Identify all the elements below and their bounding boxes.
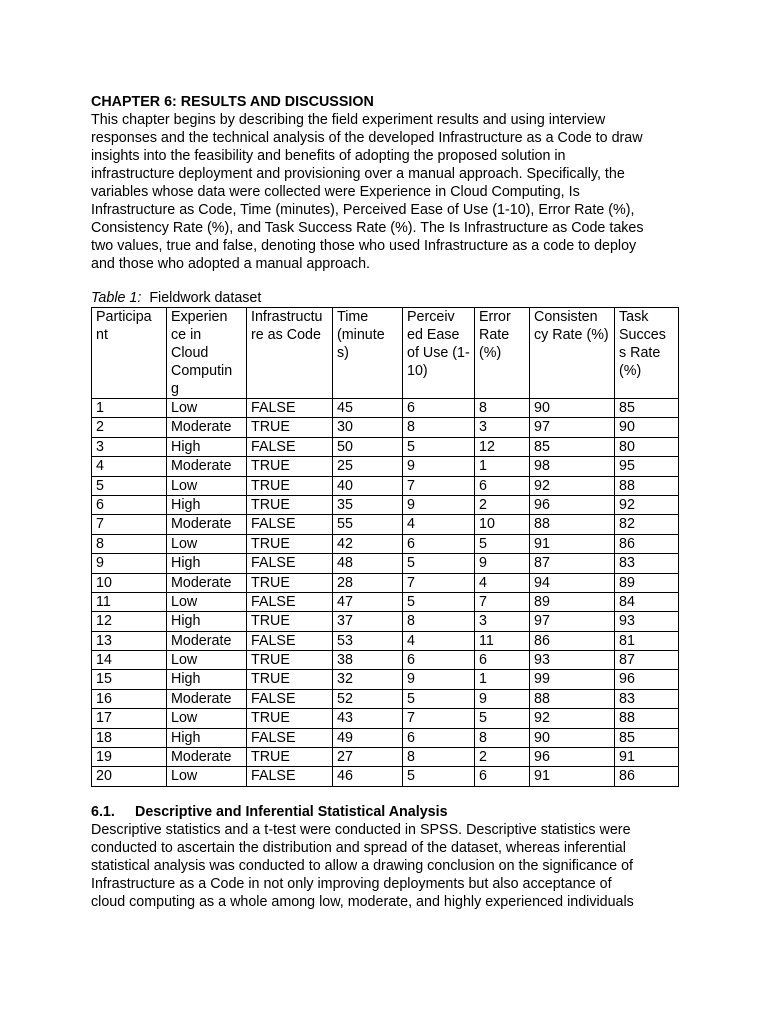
table-cell: 96 — [530, 748, 615, 767]
table-cell: 90 — [615, 418, 679, 437]
table-row — [92, 689, 679, 708]
table-row — [92, 592, 679, 611]
table-cell: TRUE — [247, 457, 333, 476]
table-cell: TRUE — [247, 495, 333, 514]
table-cell: 28 — [333, 573, 403, 592]
table-cell: FALSE — [247, 437, 333, 456]
table-cell: 7 — [475, 592, 530, 611]
table-cell: 97 — [530, 418, 615, 437]
table-cell: 38 — [333, 651, 403, 670]
table-cell: 3 — [92, 437, 167, 456]
intro-line: Infrastructure as Code, Time (minutes), Perceived Ease of Use (1-10), Error Rate (%), — [91, 202, 635, 218]
table-cell: 6 — [403, 534, 475, 553]
table-cell: 6 — [403, 651, 475, 670]
table-cell: 46 — [333, 767, 403, 786]
table-cell: 48 — [333, 554, 403, 573]
table-cell: Low — [167, 767, 247, 786]
table-cell: 5 — [403, 554, 475, 573]
table-cell: TRUE — [247, 748, 333, 767]
table-cell: 43 — [333, 709, 403, 728]
table-cell: 5 — [403, 767, 475, 786]
table-cell: 45 — [333, 399, 403, 418]
table-cell: High — [167, 612, 247, 631]
intro-line: and those who adopted a manual approach. — [91, 256, 370, 272]
table-cell: 5 — [403, 689, 475, 708]
section-title: Descriptive and Inferential Statistical Analysis — [135, 804, 448, 820]
table-cell: 85 — [530, 437, 615, 456]
table-cell: 87 — [615, 651, 679, 670]
table-cell: 5 — [403, 592, 475, 611]
table-cell: 25 — [333, 457, 403, 476]
intro-line: This chapter begins by describing the field experiment results and using interview — [91, 112, 606, 128]
table-cell: 92 — [615, 495, 679, 514]
table-row — [92, 651, 679, 670]
table-cell: 4 — [92, 457, 167, 476]
table-cell: 8 — [475, 399, 530, 418]
table-cell: 49 — [333, 728, 403, 747]
table-cell: FALSE — [247, 767, 333, 786]
table-caption — [91, 289, 261, 307]
table-cell: FALSE — [247, 554, 333, 573]
table-cell: 88 — [615, 476, 679, 495]
table-cell: FALSE — [247, 592, 333, 611]
table-cell: 88 — [530, 689, 615, 708]
table-cell: 1 — [92, 399, 167, 418]
table-cell: 53 — [333, 631, 403, 650]
table-cell: 96 — [615, 670, 679, 689]
table-row — [92, 534, 679, 553]
table-cell: 6 — [475, 476, 530, 495]
table-cell: 12 — [475, 437, 530, 456]
intro-line: infrastructure deployment and provisioning over a manual approach. Specifically, the — [91, 166, 625, 182]
table-cell: 83 — [615, 689, 679, 708]
table-cell: 7 — [403, 476, 475, 495]
table-cell: 2 — [475, 495, 530, 514]
table-cell: 98 — [530, 457, 615, 476]
table-cell: 19 — [92, 748, 167, 767]
table-cell: 32 — [333, 670, 403, 689]
table-cell: 9 — [475, 554, 530, 573]
section-line: statistical analysis was conducted to allow a drawing conclusion on the significance of — [91, 858, 633, 874]
table-row — [92, 573, 679, 592]
table-cell: Moderate — [167, 418, 247, 437]
table-cell: 10 — [475, 515, 530, 534]
table-row — [92, 767, 679, 786]
table-cell: TRUE — [247, 670, 333, 689]
table-cell: 6 — [475, 651, 530, 670]
table-cell: High — [167, 437, 247, 456]
table-cell: 3 — [475, 418, 530, 437]
table-cell: 6 — [92, 495, 167, 514]
table-cell: 15 — [92, 670, 167, 689]
table-row — [92, 631, 679, 650]
table-cell: 83 — [615, 554, 679, 573]
table-cell: 13 — [92, 631, 167, 650]
table-cell: TRUE — [247, 476, 333, 495]
table-cell: 90 — [530, 399, 615, 418]
table-row — [92, 418, 679, 437]
table-cell: 5 — [92, 476, 167, 495]
table-cell: TRUE — [247, 534, 333, 553]
table-cell: 7 — [403, 709, 475, 728]
table-header-cell: Consisten cy Rate (%) — [530, 308, 615, 399]
table-cell: TRUE — [247, 612, 333, 631]
table-cell: 90 — [530, 728, 615, 747]
section-paragraph — [91, 821, 701, 911]
table-cell: 14 — [92, 651, 167, 670]
table-cell: 55 — [333, 515, 403, 534]
table-cell: FALSE — [247, 728, 333, 747]
table-cell: 35 — [333, 495, 403, 514]
table-header-cell: Error Rate (%) — [475, 308, 530, 399]
fieldwork-table — [91, 307, 679, 787]
table-cell: 87 — [530, 554, 615, 573]
table-cell: FALSE — [247, 631, 333, 650]
table-cell: 95 — [615, 457, 679, 476]
table-cell: Low — [167, 651, 247, 670]
section-line: Infrastructure as a Code in not only improving deployments but also acceptance of — [91, 876, 612, 892]
table-cell: 4 — [403, 631, 475, 650]
table-cell: 5 — [403, 437, 475, 456]
table-cell: 1 — [475, 457, 530, 476]
table-cell: FALSE — [247, 399, 333, 418]
table-cell: 16 — [92, 689, 167, 708]
table-row — [92, 554, 679, 573]
table-cell: 93 — [530, 651, 615, 670]
table-cell: TRUE — [247, 709, 333, 728]
table-cell: 86 — [615, 534, 679, 553]
table-cell: High — [167, 670, 247, 689]
table-cell: 1 — [475, 670, 530, 689]
table-row — [92, 457, 679, 476]
chapter-title: CHAPTER 6: RESULTS AND DISCUSSION — [91, 94, 374, 110]
table-cell: 9 — [403, 670, 475, 689]
table-cell: 6 — [403, 399, 475, 418]
table-cell: 9 — [403, 457, 475, 476]
table-cell: 88 — [615, 709, 679, 728]
intro-line: insights into the feasibility and benefits of adopting the proposed solution in — [91, 148, 566, 164]
table-cell: 17 — [92, 709, 167, 728]
table-cell: 89 — [530, 592, 615, 611]
table-cell: 97 — [530, 612, 615, 631]
table-cell: 86 — [615, 767, 679, 786]
table-cell: 85 — [615, 399, 679, 418]
table-cell: 92 — [530, 709, 615, 728]
table-cell: 9 — [475, 689, 530, 708]
table-body — [92, 399, 679, 787]
table-cell: Low — [167, 534, 247, 553]
table-cell: 4 — [403, 515, 475, 534]
section-number: 6.1. — [91, 804, 115, 820]
table-cell: Moderate — [167, 748, 247, 767]
table-row — [92, 495, 679, 514]
table-cell: 2 — [92, 418, 167, 437]
table-header-cell: Perceiv ed Ease of Use (1-10) — [403, 308, 475, 399]
table-cell: 5 — [475, 534, 530, 553]
table-cell: 8 — [92, 534, 167, 553]
table-cell: 18 — [92, 728, 167, 747]
table-cell: 96 — [530, 495, 615, 514]
table-cell: 40 — [333, 476, 403, 495]
table-cell: 8 — [403, 612, 475, 631]
section-line: conducted to ascertain the distribution and spread of the dataset, whereas inferential — [91, 840, 626, 856]
table-cell: 94 — [530, 573, 615, 592]
table-cell: 80 — [615, 437, 679, 456]
table-header-cell: Task Succes s Rate (%) — [615, 308, 679, 399]
table-cell: Moderate — [167, 573, 247, 592]
table-cell: 8 — [475, 728, 530, 747]
table-cell: 86 — [530, 631, 615, 650]
table-row — [92, 728, 679, 747]
table-row — [92, 709, 679, 728]
table-row — [92, 748, 679, 767]
table-row — [92, 612, 679, 631]
table-cell: 88 — [530, 515, 615, 534]
table-header-row — [92, 308, 679, 399]
table-cell: Moderate — [167, 631, 247, 650]
table-cell: 12 — [92, 612, 167, 631]
table-cell: Moderate — [167, 457, 247, 476]
table-cell: 8 — [403, 418, 475, 437]
table-header-cell: Infrastructu re as Code — [247, 308, 333, 399]
section-line: Descriptive statistics and a t-test were conducted in SPSS. Descriptive statistics were — [91, 822, 631, 838]
table-cell: 50 — [333, 437, 403, 456]
intro-line: responses and the technical analysis of the developed Infrastructure as a Code to draw — [91, 130, 643, 146]
table-cell: TRUE — [247, 418, 333, 437]
table-cell: 52 — [333, 689, 403, 708]
table-cell: 37 — [333, 612, 403, 631]
table-cell: 9 — [92, 554, 167, 573]
table-cell: 7 — [92, 515, 167, 534]
table-cell: 4 — [475, 573, 530, 592]
intro-line: Consistency Rate (%), and Task Success Rate (%). The Is Infrastructure as Code takes — [91, 220, 644, 236]
table-cell: Moderate — [167, 689, 247, 708]
table-row — [92, 399, 679, 418]
table-cell: High — [167, 554, 247, 573]
table-header-cell: Participa nt — [92, 308, 167, 399]
table-cell: 85 — [615, 728, 679, 747]
table-cell: TRUE — [247, 573, 333, 592]
table-cell: 47 — [333, 592, 403, 611]
table-cell: High — [167, 495, 247, 514]
table-cell: 6 — [475, 767, 530, 786]
table-cell: 30 — [333, 418, 403, 437]
intro-line: two values, true and false, denoting those who used Infrastructure as a code to deploy — [91, 238, 637, 254]
intro-paragraph — [91, 111, 701, 273]
table-cell: 93 — [615, 612, 679, 631]
table-cell: 11 — [475, 631, 530, 650]
table-row — [92, 476, 679, 495]
section-heading — [91, 803, 448, 821]
table-cell: 91 — [530, 767, 615, 786]
table-cell: 42 — [333, 534, 403, 553]
table-cell: FALSE — [247, 689, 333, 708]
table-cell: 5 — [475, 709, 530, 728]
table-cell: 91 — [530, 534, 615, 553]
intro-line: variables whose data were collected were Experience in Cloud Computing, Is — [91, 184, 580, 200]
table-cell: 9 — [403, 495, 475, 514]
table-cell: FALSE — [247, 515, 333, 534]
table-cell: 10 — [92, 573, 167, 592]
table-cell: 20 — [92, 767, 167, 786]
table-header-cell: Experien ce in Cloud Computin g — [167, 308, 247, 399]
table-cell: 84 — [615, 592, 679, 611]
table-cell: Low — [167, 399, 247, 418]
table-cell: 91 — [615, 748, 679, 767]
table-cell: Low — [167, 476, 247, 495]
table-cell: 81 — [615, 631, 679, 650]
table-cell: 89 — [615, 573, 679, 592]
table-cell: Moderate — [167, 515, 247, 534]
table-cell: 92 — [530, 476, 615, 495]
table-row — [92, 515, 679, 534]
table-cell: 8 — [403, 748, 475, 767]
table-cell: 82 — [615, 515, 679, 534]
table-cell: 2 — [475, 748, 530, 767]
table-cell: 7 — [403, 573, 475, 592]
section-line: cloud computing as a whole among low, moderate, and highly experienced individuals — [91, 894, 634, 910]
table-cell: 11 — [92, 592, 167, 611]
table-cell: 6 — [403, 728, 475, 747]
table-row — [92, 670, 679, 689]
table-cell: TRUE — [247, 651, 333, 670]
table-header-cell: Time (minute s) — [333, 308, 403, 399]
table-cell: High — [167, 728, 247, 747]
table-cell: Low — [167, 592, 247, 611]
table-cell: 3 — [475, 612, 530, 631]
table-cell: 99 — [530, 670, 615, 689]
table-caption-text: Fieldwork dataset — [149, 290, 262, 306]
table-cell: Low — [167, 709, 247, 728]
table-cell: 27 — [333, 748, 403, 767]
table-caption-label: Table 1: — [91, 290, 142, 306]
table-row — [92, 437, 679, 456]
